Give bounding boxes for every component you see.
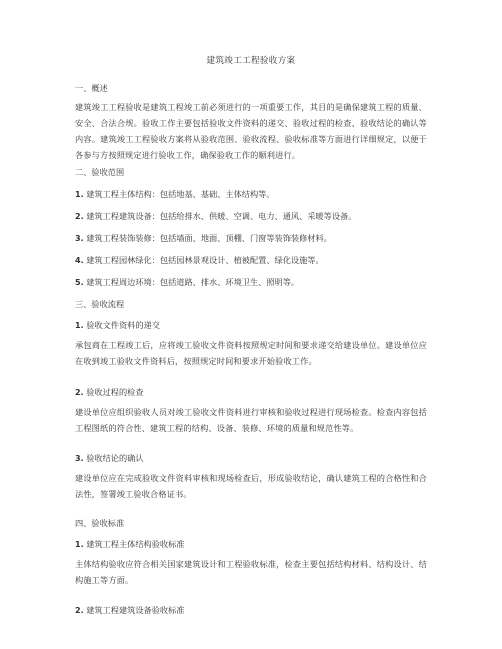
process-subheading-text: 验收文件资料的递交: [86, 320, 160, 330]
scope-item: [75, 232, 427, 245]
section-heading-scope: 二、验收范围: [75, 167, 125, 177]
process-subheading-text: 验收结论的确认: [86, 453, 144, 463]
scope-item: [75, 210, 427, 223]
scope-item-text: 建筑工程建筑设备：包括给排水、供暖、空调、电力、通风、采暖等设备。: [86, 211, 357, 221]
standards-subheading-number: 2.: [75, 606, 84, 615]
process-paragraph: 建设单位应在完成验收文件资料审核和现场检查后，形成验收结论，确认建筑工程的合格性和合法性，签署竣工验收合格证书。: [75, 473, 427, 499]
scope-item: [75, 276, 427, 289]
overview-paragraph: 建筑竣工工程验收是建筑工程竣工前必须进行的一项重要工作，其目的是确保建筑工程的质量、安全、合法合规。验收工作主要包括验收文件资料的递交、验收过程的检查、验收结论的确认等内容。建筑竣工工程验收方案将从验收范围、验收流程、验收标准等方面进行详细规定，以便于各参与方按照规定进行验收工作，确保验收工作的顺利进行。: [75, 102, 427, 160]
process-subheading-number: 1.: [75, 321, 84, 330]
standards-subheading-text: 建筑工程主体结构验收标准: [86, 539, 185, 549]
scope-item-number: 2.: [75, 212, 84, 221]
standards-subheading: [75, 604, 427, 617]
scope-item-number: 5.: [75, 278, 84, 287]
standards-subheading-number: 1.: [75, 540, 84, 549]
process-subheading-number: 2.: [75, 388, 84, 397]
process-subheading: [75, 386, 427, 399]
section-heading-process: 三、验收流程: [75, 299, 125, 309]
scope-item-text: 建筑工程装饰装修：包括墙面、地面、顶棚、门窗等装饰装修材料。: [86, 233, 332, 243]
standards-subheading-text: 建筑工程建筑设备验收标准: [86, 605, 185, 615]
process-subheading: [75, 452, 427, 465]
standards-subheading: [75, 538, 427, 551]
process-paragraph: 承包商在工程竣工后，应将竣工验收文件资料按照规定时间和要求递交给建设单位。建设单位应在收到竣工验收文件资料后，按照规定时间和要求开始验收工作。: [75, 340, 427, 366]
scope-item: [75, 254, 427, 267]
document-title: 建筑竣工工程验收方案: [206, 56, 296, 66]
standards-paragraph: 主体结构验收应符合相关国家建筑设计和工程验收标准，检查主要包括结构材料、结构设计、结构施工等方面。: [75, 559, 427, 585]
scope-item: [75, 188, 427, 201]
scope-item-number: 1.: [75, 190, 84, 199]
process-subheading-text: 验收过程的检查: [86, 387, 144, 397]
scope-item-number: 4.: [75, 256, 84, 265]
process-subheading: [75, 319, 427, 332]
section-heading-standards: 四、验收标准: [75, 518, 125, 528]
scope-item-text: 建筑工程周边环境：包括道路、排水、环境卫生、照明等。: [86, 277, 300, 287]
section-heading-overview: 一、概述: [75, 83, 108, 93]
scope-item-number: 3.: [75, 234, 84, 243]
process-subheading-number: 3.: [75, 454, 84, 463]
scope-item-text: 建筑工程主体结构：包括地基、基础、主体结构等。: [86, 189, 275, 199]
scope-item-text: 建筑工程园林绿化：包括园林景观设计、植被配置、绿化设施等。: [86, 255, 324, 265]
process-paragraph: 建设单位应组织验收人员对竣工验收文件资料进行审核和验收过程进行现场检查。检查内容包括工程图纸的符合性、建筑工程的结构、设备、装修、环境的质量和规范性等。: [75, 407, 427, 433]
